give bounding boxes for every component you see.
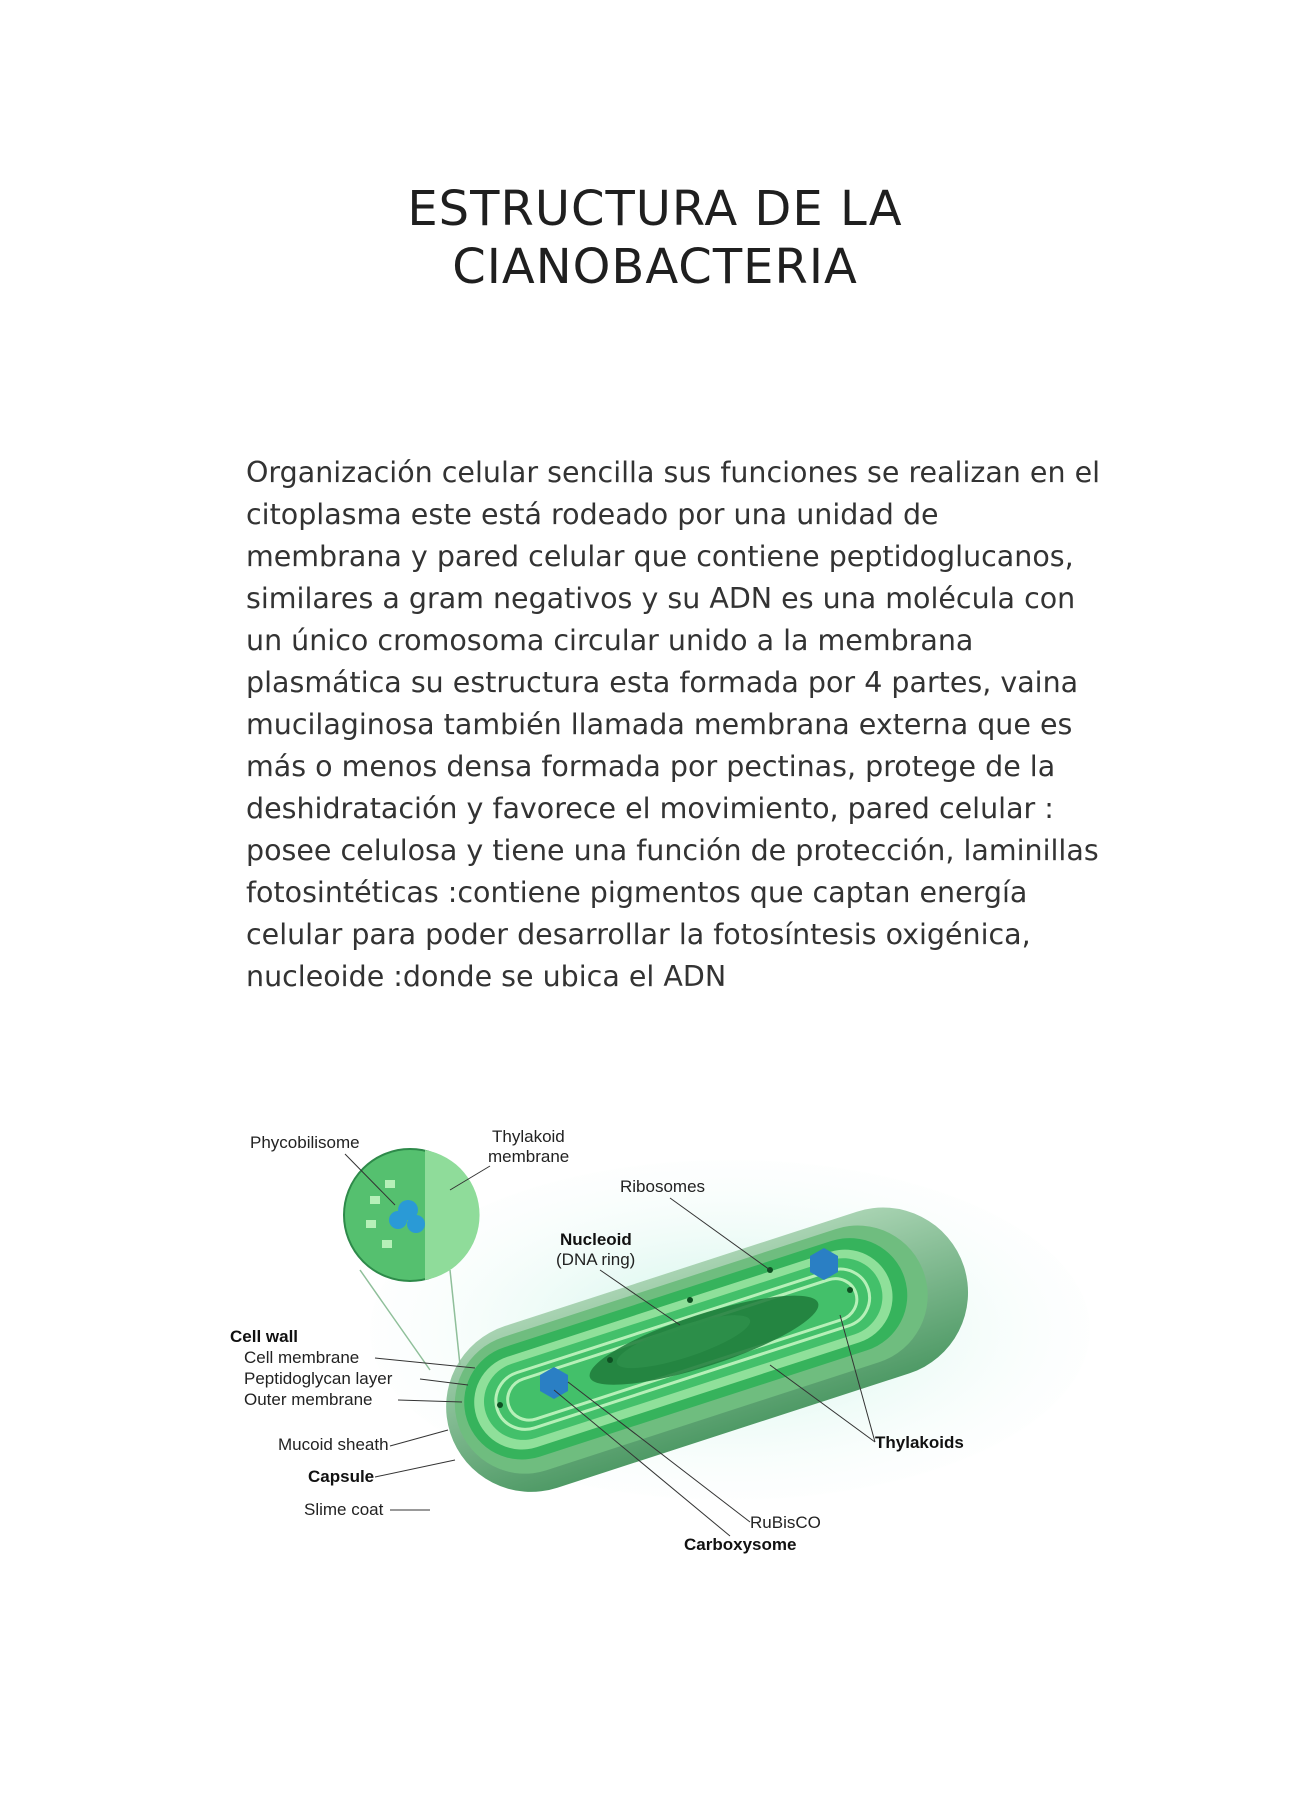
label-thylakoid-membrane-1: Thylakoid: [492, 1127, 565, 1146]
label-phycobilisome: Phycobilisome: [250, 1133, 360, 1152]
phycobilisome-shape: [389, 1211, 407, 1229]
phycobilisome-shape: [407, 1215, 425, 1233]
diagram-svg: [230, 1120, 1090, 1580]
label-slime-coat: Slime coat: [304, 1500, 384, 1519]
label-thylakoid-membrane-2: membrane: [488, 1147, 570, 1166]
antenna-rect: [385, 1180, 395, 1188]
antenna-rect: [366, 1220, 376, 1228]
body-line: fotosintéticas :contiene pigmentos que captan energía: [246, 876, 1028, 909]
label-capsule: Capsule: [308, 1467, 375, 1486]
body-paragraph: [246, 452, 1101, 998]
label-mucoid-sheath: Mucoid sheath: [278, 1435, 389, 1454]
label-ribosomes: Ribosomes: [620, 1177, 706, 1196]
label-rubisco: RuBisCO: [750, 1513, 821, 1532]
body-line: nucleoide :donde se ubica el ADN: [246, 960, 727, 993]
leader-line: [390, 1430, 448, 1446]
antenna-rect: [370, 1196, 380, 1204]
label-dna-ring: (DNA ring): [556, 1250, 636, 1269]
antenna-rect: [382, 1240, 392, 1248]
page-title: [0, 180, 1310, 296]
body-line: celular para poder desarrollar la fotosíntesis oxigénica,: [246, 918, 1031, 951]
title-line-1: ESTRUCTURA DE LA: [407, 181, 903, 237]
label-carboxysome: Carboxysome: [684, 1535, 797, 1554]
ribosome-dot: [607, 1357, 613, 1363]
label-peptidoglycan-layer: Peptidoglycan layer: [244, 1369, 393, 1388]
title-line-2: CIANOBACTERIA: [452, 239, 858, 295]
label-thylakoids: Thylakoids: [875, 1433, 964, 1452]
ribosome-dot: [497, 1402, 503, 1408]
body-line: más o menos densa formada por pectinas, protege de la: [246, 750, 1056, 783]
body-line: citoplasma este está rodeado por una unidad de: [246, 498, 939, 531]
body-line: deshidratación y favorece el movimiento, pared celular :: [246, 792, 1054, 825]
body-line: mucilaginosa también llamada membrana externa que es: [246, 708, 1073, 741]
body-line: plasmática su estructura esta formada por 4 partes, vaina: [246, 666, 1079, 699]
cyanobacteria-diagram: [230, 1120, 1090, 1580]
ribosome-dot: [687, 1297, 693, 1303]
label-cell-wall: Cell wall: [230, 1327, 299, 1346]
body-line: Organización celular sencilla sus funciones se realizan en el: [246, 456, 1101, 489]
ribosome-dot: [847, 1287, 853, 1293]
leader-line: [375, 1460, 455, 1477]
body-line: posee celulosa y tiene una función de protección, laminillas: [246, 834, 1099, 867]
body-line: membrana y pared celular que contiene peptidoglucanos,: [246, 540, 1074, 573]
body-line: similares a gram negativos y su ADN es una molécula con: [246, 582, 1076, 615]
label-nucleoid: Nucleoid: [560, 1230, 632, 1249]
label-outer-membrane: Outer membrane: [244, 1390, 373, 1409]
label-cell-membrane: Cell membrane: [244, 1348, 360, 1367]
body-line: un único cromosoma circular unido a la membrana: [246, 624, 974, 657]
